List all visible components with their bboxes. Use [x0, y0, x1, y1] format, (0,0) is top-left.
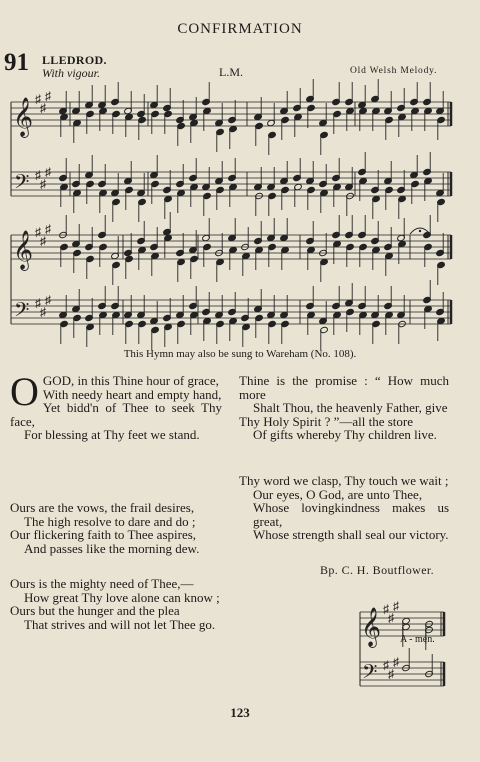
verse-line: That strives and will not let Thee go. [24, 616, 216, 632]
treble-clef: 𝄞 [13, 230, 34, 270]
treble-clef: 𝄞 [13, 97, 34, 137]
verse-line: Our eyes, O God, are unto Thee, [253, 486, 423, 502]
sharp-sign: ♯ [383, 602, 389, 616]
sharp-sign: ♯ [393, 599, 399, 613]
verse-line: And passes like the morning dew. [24, 540, 200, 556]
bass-clef: 𝄢 [14, 298, 30, 326]
bass-clef: 𝄢 [14, 170, 30, 198]
sharp-sign: ♯ [40, 305, 46, 319]
verse-line: Our flickering faith to Thee aspires, [10, 527, 197, 542]
verse-line: Of gifts whereby Thy children live. [253, 427, 437, 442]
sharp-sign: ♯ [40, 101, 46, 115]
verse-line: Ours is the mighty need of Thee,— [10, 576, 194, 591]
verse-line: How great Thy love alone can know ; [24, 589, 220, 605]
verse-2 [10, 501, 222, 555]
sharp-sign: ♯ [388, 611, 394, 625]
page-title: CONFIRMATION [177, 21, 303, 37]
verse-3 [10, 577, 222, 631]
treble-clef: 𝄞 [361, 607, 382, 647]
verse-5 [239, 474, 449, 542]
verse-line: Ours but the hunger and the plea [10, 603, 180, 618]
tempo-marking: With vigour. [42, 66, 101, 80]
hymn-number: 91 [4, 49, 29, 76]
sharp-sign: ♯ [45, 165, 51, 179]
sharp-sign: ♯ [45, 293, 51, 307]
verse-line: Thy word we clasp, Thy touch we wait ; [239, 473, 449, 488]
verse-line: Ours are the vows, the frail desires, [10, 500, 195, 515]
bass-clef: 𝄢 [362, 660, 378, 688]
drop-cap: O [10, 369, 39, 414]
verse-1 [10, 369, 222, 442]
verse-line: For blessing at Thy feet we stand. [24, 427, 200, 442]
verse-line: With needy heart and empty hand, [42, 386, 222, 402]
tune-source: Old Welsh Melody. [350, 66, 438, 76]
verse-line: GOD, in this Thine hour of grace, [42, 373, 219, 388]
verse-line: Whose lovingkindness makes us great, [253, 500, 449, 529]
verse-line: The high resolve to dare and do ; [24, 513, 196, 529]
page-number: 123 [230, 705, 250, 720]
sharp-sign: ♯ [45, 89, 51, 103]
verse-4 [239, 374, 449, 442]
sharp-sign: ♯ [35, 225, 41, 239]
verse-line: Thine is the promise : “ How much more [239, 373, 449, 402]
sharp-sign: ♯ [383, 658, 389, 672]
sharp-sign: ♯ [35, 168, 41, 182]
verse-line: Shalt Thou, the heavenly Father, give [253, 400, 448, 415]
metre: L.M. [219, 65, 243, 79]
alternate-tune-note: This Hymn may also be sung to Wareham (No. 108). [123, 348, 357, 360]
verse-line: Yet bidd'n of Thee to seek Thy face, [10, 400, 222, 429]
verse-line: Whose strength shall seal our victory. [253, 527, 449, 542]
sharp-sign: ♯ [45, 222, 51, 236]
music-score [0, 0, 480, 345]
author-credit: Bp. C. H. Boutflower. [320, 563, 435, 577]
verse-line: Thy Holy Spirit ? ”—all the store [239, 413, 414, 429]
sharp-sign: ♯ [40, 177, 46, 191]
sharp-sign: ♯ [40, 234, 46, 248]
tune-name: LLEDROD. [42, 53, 107, 67]
sharp-sign: ♯ [35, 296, 41, 310]
fermata-dot [419, 230, 421, 232]
sharp-sign: ♯ [393, 655, 399, 669]
sharp-sign: ♯ [388, 667, 394, 681]
amen-text: A - men. [400, 634, 435, 645]
sharp-sign: ♯ [35, 92, 41, 106]
